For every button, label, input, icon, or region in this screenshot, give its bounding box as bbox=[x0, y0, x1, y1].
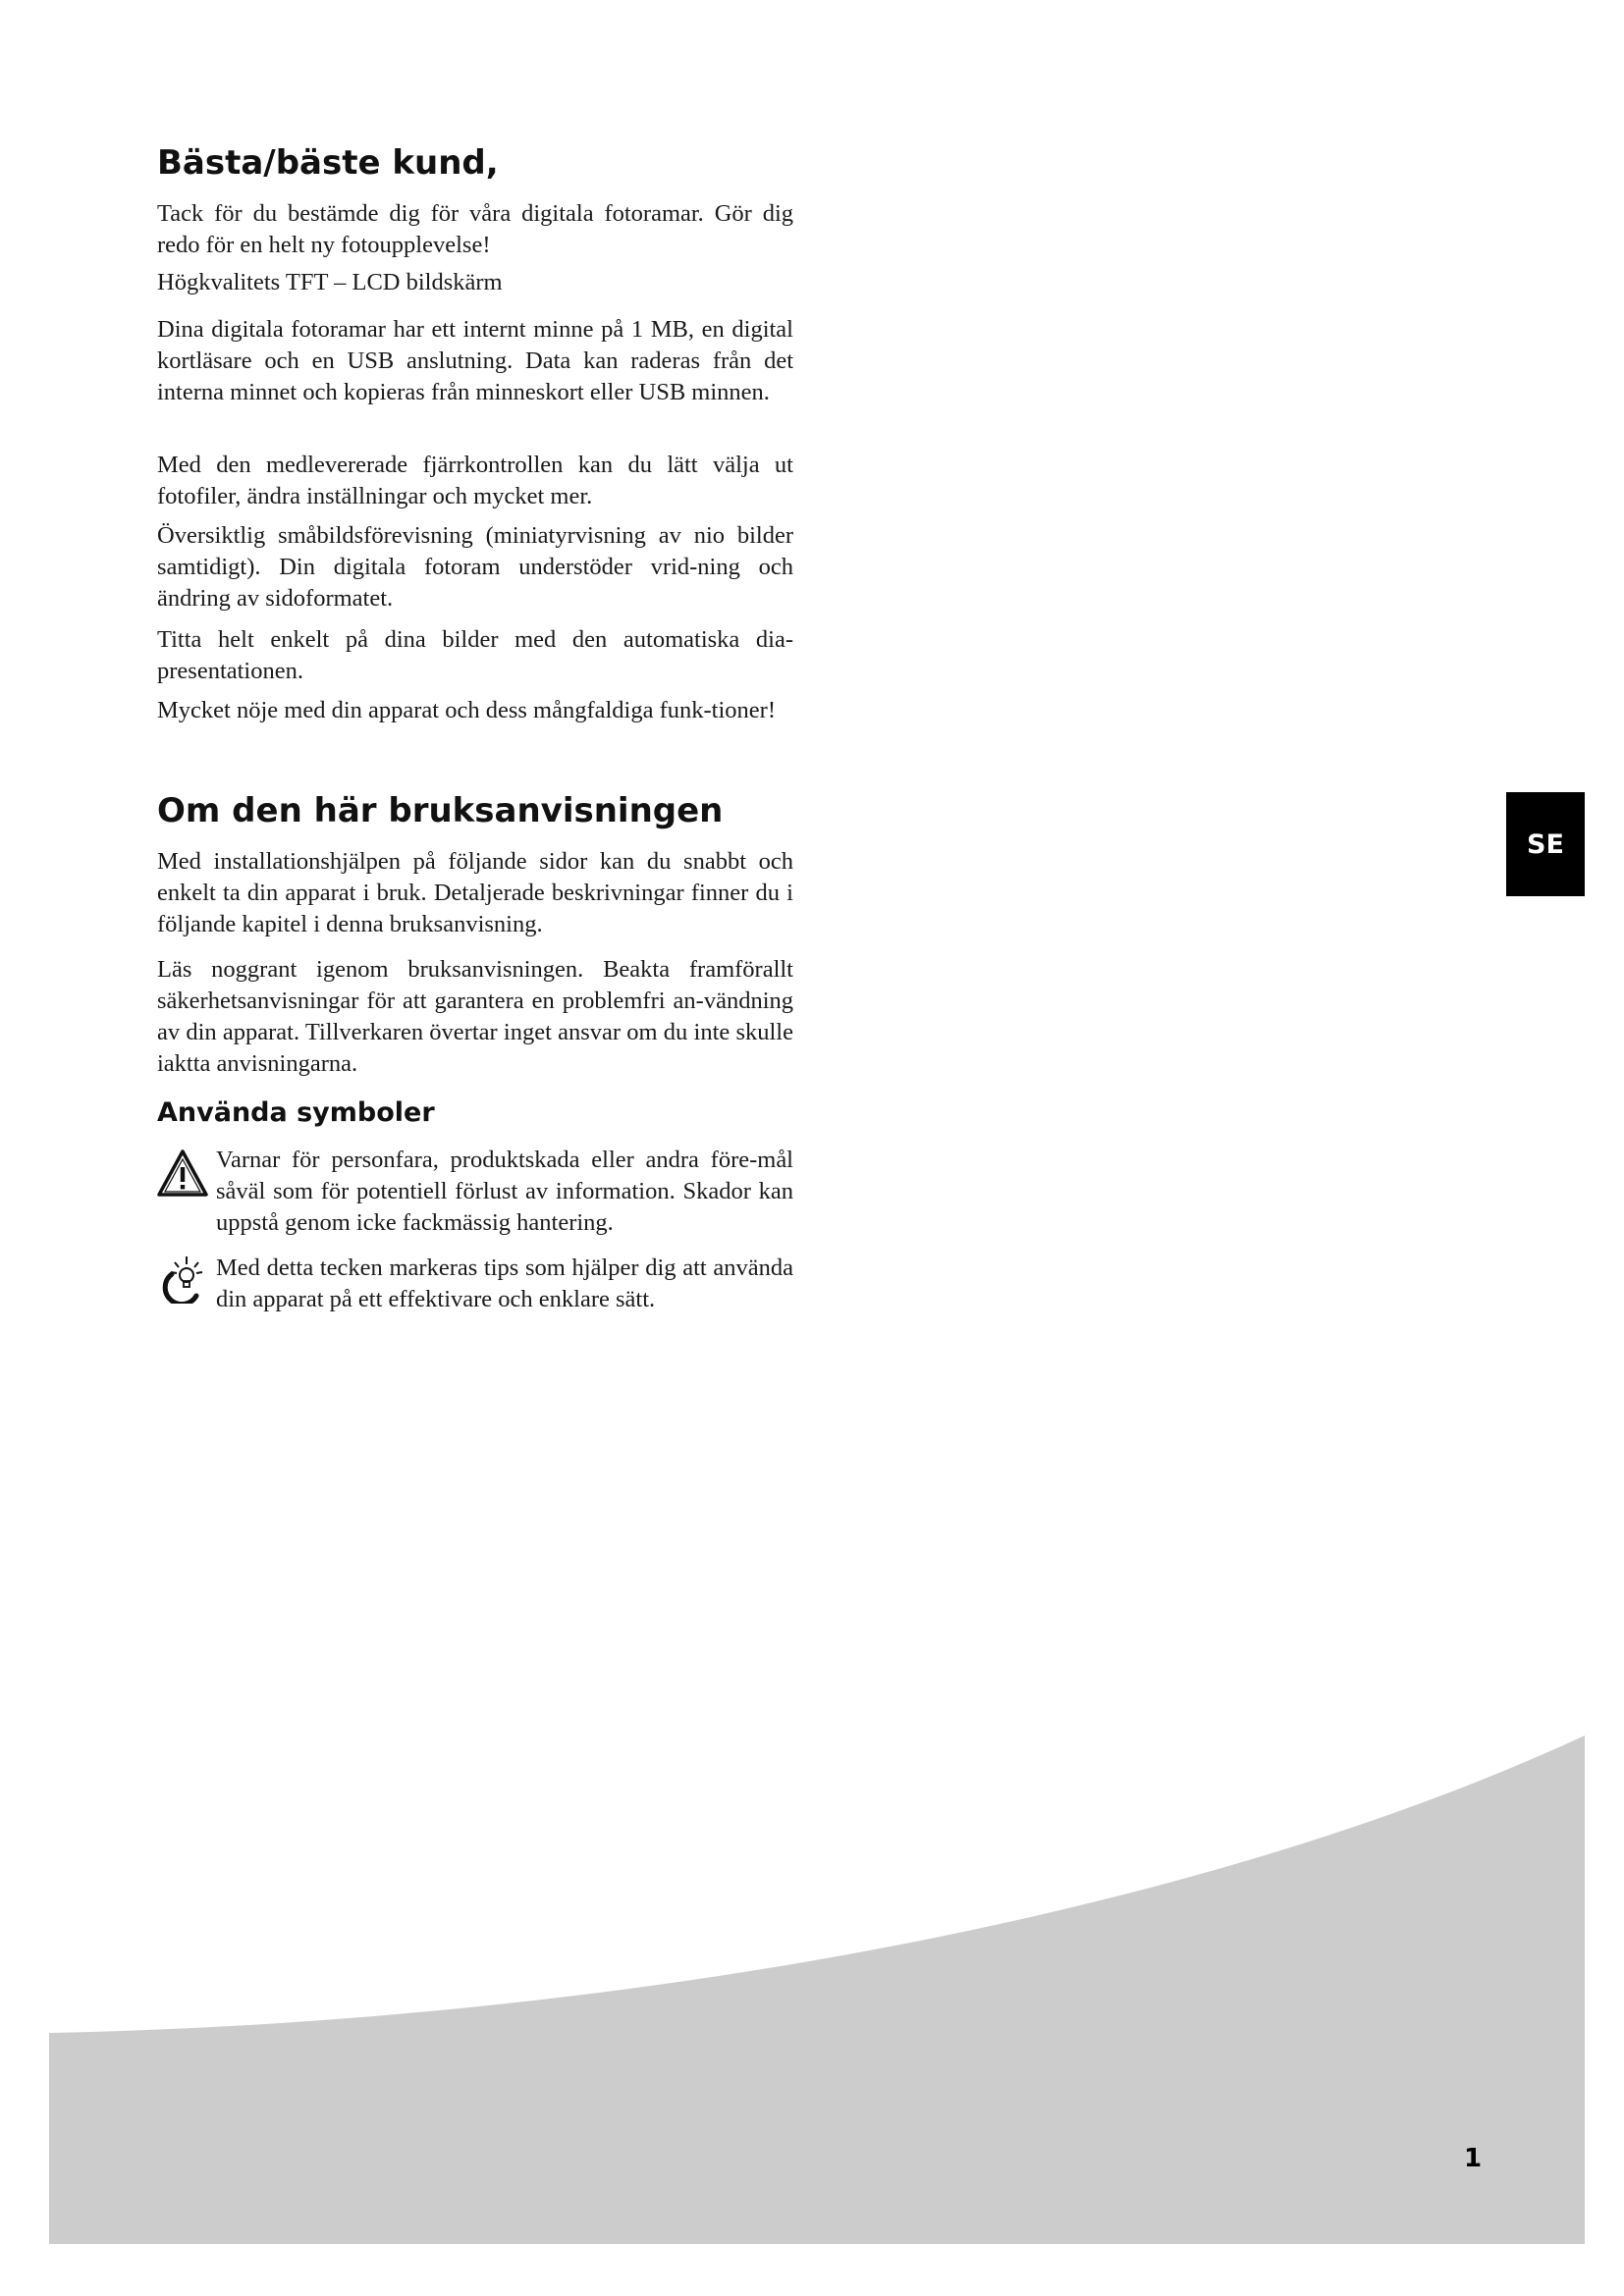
greeting-paragraph-5: Översiktlig småbildsförevisning (miniatyrvisning av nio bilder samtidigt). Din digitala fotoram understöder vrid-ning och ändring av sidoformatet. bbox=[157, 522, 793, 612]
symbols-heading: Använda symboler bbox=[157, 1097, 435, 1128]
lightbulb-tip-icon bbox=[157, 1253, 208, 1304]
greeting-paragraph-6: Titta helt enkelt på dina bilder med den automatiska dia-presentationen. bbox=[157, 626, 793, 684]
greeting-paragraph-7: Mycket nöje med din apparat och dess mångfaldiga funk-tioner! bbox=[157, 697, 776, 723]
warning-triangle-icon bbox=[157, 1148, 208, 1200]
about-paragraph-2: Läs noggrant igenom bruksanvisningen. Beakta framförallt säkerhetsanvisningar för att garantera en problemfri an-vändning av din apparat. Tillverkaren övertar inget ansvar om du inte skulle iaktta anvisningarna. bbox=[157, 956, 793, 1077]
greeting-paragraph-4: Med den medlevererade fjärrkontrollen kan du lätt välja ut fotofiler, ändra inställningar och mycket mer. bbox=[157, 452, 793, 509]
greeting-paragraph-1: Tack för du bestämde dig för våra digitala fotoramar. Gör dig redo för en helt ny fotoupplevelse! bbox=[157, 200, 793, 258]
language-tab: SE bbox=[1506, 792, 1585, 896]
greeting-heading: Bästa/bäste kund, bbox=[157, 143, 499, 183]
tip-symbol-text: Med detta tecken markeras tips som hjälper dig att använda din apparat på ett effektivare och enklare sätt. bbox=[216, 1255, 793, 1312]
greeting-paragraph-2: Högkvalitets TFT – LCD bildskärm bbox=[157, 269, 503, 295]
page-number: 1 bbox=[1463, 2144, 1483, 2173]
about-heading: Om den här bruksanvisningen bbox=[157, 791, 724, 830]
greeting-paragraph-3: Dina digitala fotoramar har ett internt minne på 1 MB, en digital kortläsare och en USB anslutning. Data kan raderas från det interna minnet och kopieras från minneskort eller USB minnen. bbox=[157, 316, 793, 405]
warning-symbol-text: Varnar för personfara, produktskada eller andra före-mål såväl som för potentiell förlust av information. Skador kan uppstå genom icke fackmässig hantering. bbox=[216, 1147, 793, 1236]
about-paragraph-1: Med installationshjälpen på följande sidor kan du snabbt och enkelt ta din apparat i bruk. Detaljerade beskrivningar finner du i följande kapitel i denna bruksanvisning. bbox=[157, 848, 793, 937]
